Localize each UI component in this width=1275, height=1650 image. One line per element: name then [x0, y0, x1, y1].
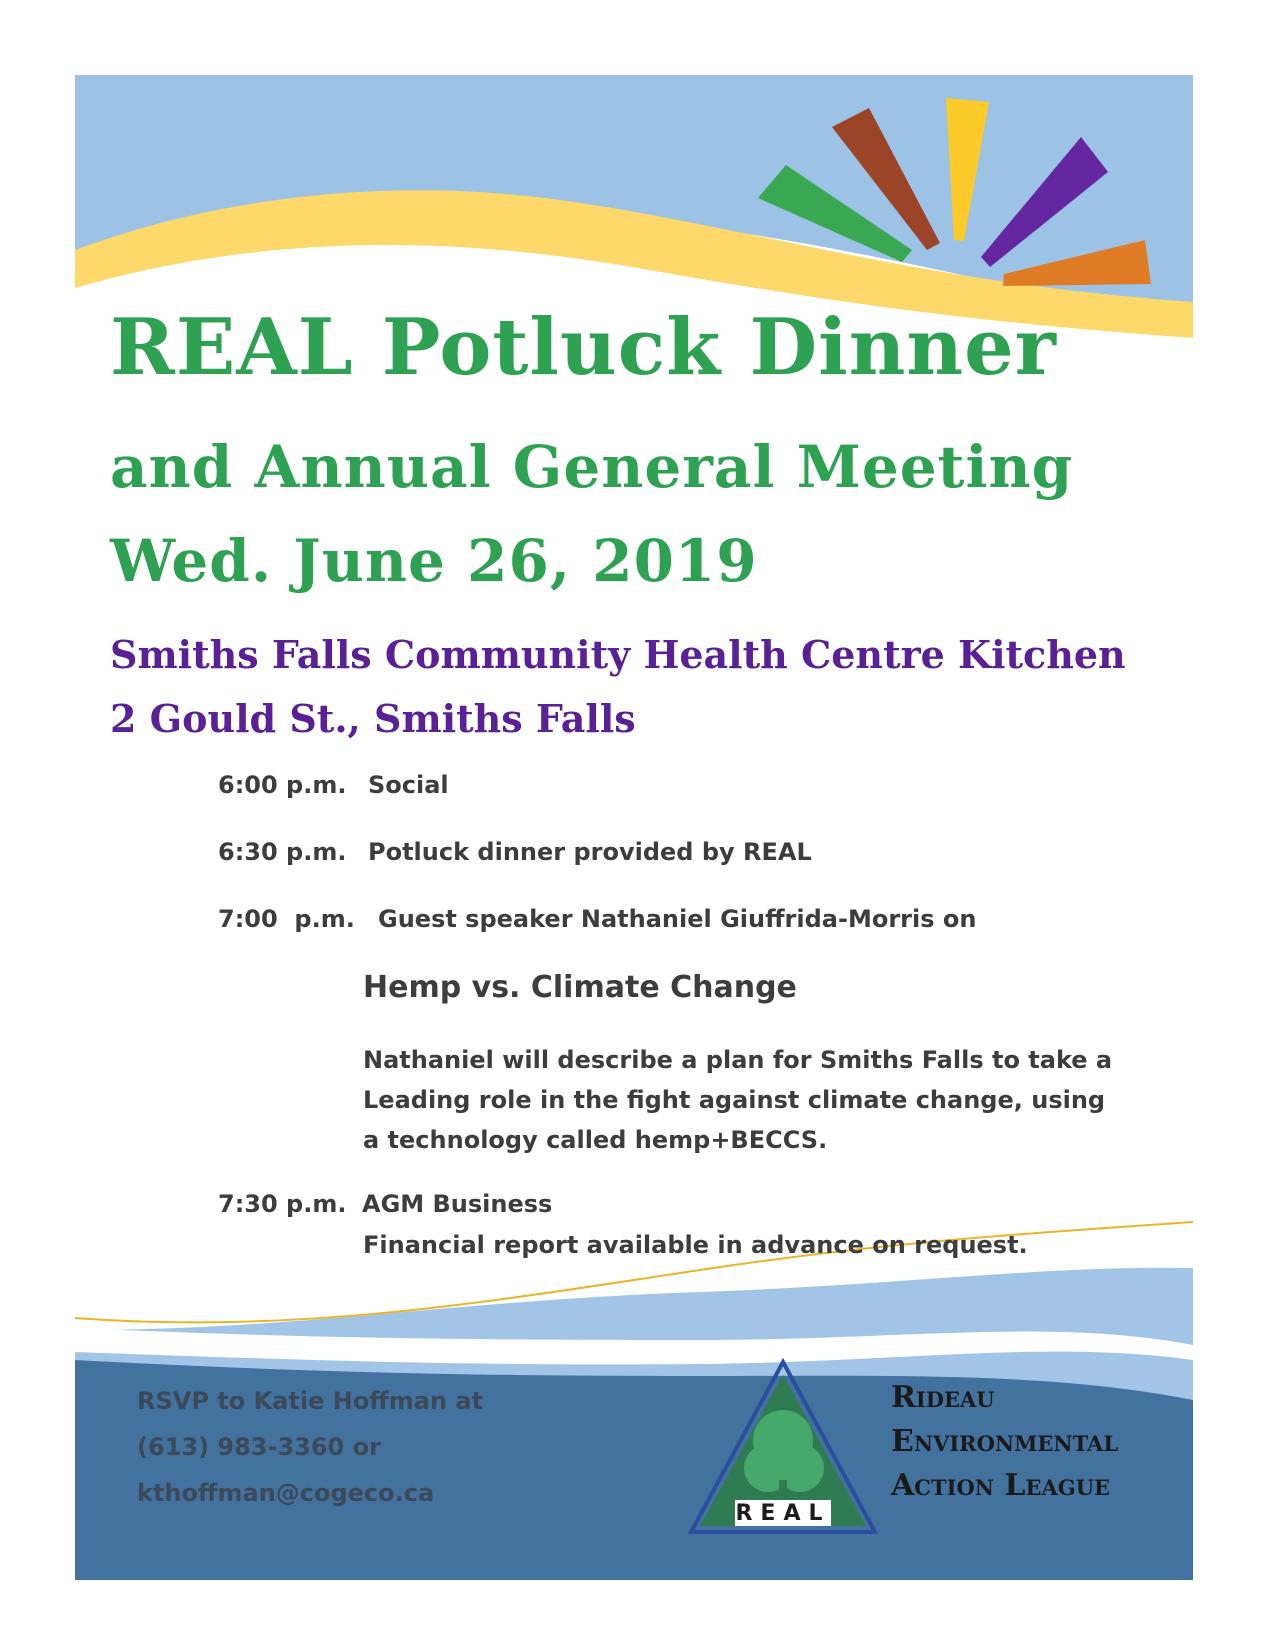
rsvp-phone: (613) 983-3360 or — [137, 1433, 381, 1461]
org-name-line: Action League — [891, 1468, 1111, 1503]
event-subtitle: and Annual General Meeting — [110, 433, 1074, 501]
agm-note: Financial report available in advance on request. — [363, 1231, 1028, 1259]
talk-description — [363, 1040, 1143, 1160]
talk-description-line: a technology called hemp+BECCS. — [363, 1126, 828, 1154]
venue-address: 2 Gould St., Smiths Falls — [110, 696, 636, 741]
talk-title: Hemp vs. Climate Change — [363, 970, 797, 1005]
logo-text: REAL — [735, 1501, 831, 1526]
schedule-item: Potluck dinner provided by REAL — [368, 838, 812, 866]
rsvp-block — [137, 1378, 483, 1516]
talk-description-line: Nathaniel will describe a plan for Smiths Falls to take a — [363, 1046, 1113, 1074]
rsvp-line: RSVP to Katie Hoffman at — [137, 1387, 484, 1415]
schedule-time: 7:00 p.m. — [218, 905, 355, 933]
page-title: REAL Potluck Dinner — [110, 302, 1057, 393]
schedule-time: 7:30 p.m. — [218, 1190, 347, 1218]
org-name-line: Rideau — [891, 1380, 995, 1415]
schedule-item: Social — [368, 771, 449, 799]
organization-name — [891, 1376, 1118, 1508]
schedule-item: Guest speaker Nathaniel Giuffrida-Morris on — [378, 905, 977, 933]
event-date: Wed. June 26, 2019 — [110, 527, 758, 595]
schedule-time: 6:30 p.m. — [218, 838, 347, 866]
venue-name: Smiths Falls Community Health Centre Kitchen — [110, 632, 1126, 677]
rsvp-email: kthoffman@cogeco.ca — [137, 1479, 435, 1507]
schedule-time: 6:00 p.m. — [218, 771, 347, 799]
org-name-line: Environmental — [891, 1424, 1119, 1459]
schedule-item: AGM Business — [362, 1190, 553, 1218]
talk-description-line: Leading role in the fight against climate change, using — [363, 1086, 1106, 1114]
